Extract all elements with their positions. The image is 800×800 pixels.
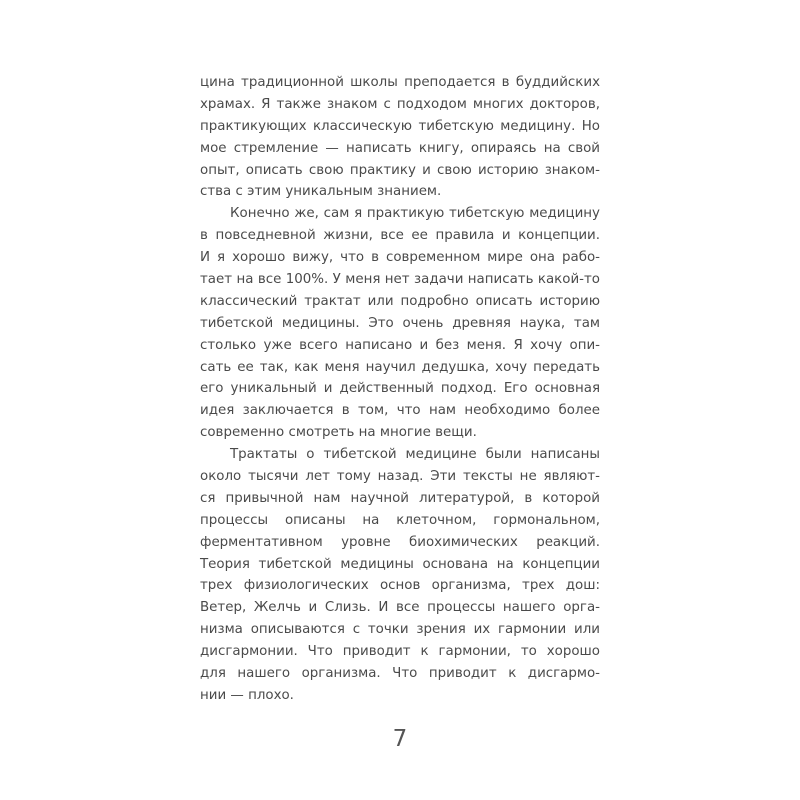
text-line: мое стремление — написать книгу, опираясь на свой [200,140,600,156]
text-line: И я хорошо вижу, что в современном мире она рабо- [200,250,600,266]
text-line: Конечно же, сам я практикую тибетскую медицину [230,206,600,222]
text-line: для нашего организма. Что приводит к дисгармо- [200,666,600,682]
text-line: его уникальный и действенный подход. Его основная [200,381,600,397]
text-line: трех физиологических основ организма, трех дош: [200,578,600,594]
text-line: Ветер, Желчь и Слизь. И все процессы нашего орга- [200,600,600,616]
page-number: 7 [392,726,408,752]
paragraph-2 [200,203,600,444]
text-line: процессы описаны на клеточном, гормональном, [200,512,600,528]
text-line: ся привычной нам научной литературой, в которой [200,490,600,506]
text-line: низма описываются с точки зрения их гармонии или [200,622,600,638]
text-line: храмах. Я также знаком с подходом многих докторов, [200,96,600,112]
text-line: современно смотреть на многие вещи. [200,425,477,441]
paragraph-3 [200,444,600,707]
text-line: практикующих классическую тибетскую медицину. Но [200,118,600,134]
text-line: нии — плохо. [200,687,294,703]
text-line: в повседневной жизни, все ее правила и концепции. [200,228,600,244]
text-line: тает на все 100%. У меня нет задачи написать какой-то [200,272,600,288]
text-line: Трактаты о тибетской медицине были написаны [230,447,600,463]
paragraph-1 [200,72,600,203]
body-text [200,72,600,707]
text-line: сать ее так, как меня научил дедушка, хочу передать [200,359,600,375]
text-line: идея заключается в том, что нам необходимо более [200,403,600,419]
text-line: тибетской медицины. Это очень древняя наука, там [200,315,600,331]
text-line: цина традиционной школы преподается в буддийских [200,75,600,90]
text-line: Теория тибетской медицины основана на концепции [200,556,600,572]
text-line: ства с этим уникальным знанием. [200,184,442,200]
text-line: около тысячи лет тому назад. Эти тексты не являют- [200,469,600,485]
text-line: опыт, описать свою практику и свою историю знаком- [200,162,600,178]
text-line: ферментативном уровне биохимических реакций. [200,534,600,550]
text-line: дисгармонии. Что приводит к гармонии, то хорошо [200,644,600,660]
text-line: столько уже всего написано и без меня. Я хочу опи- [200,337,600,353]
text-line: классический трактат или подробно описать историю [200,293,600,309]
